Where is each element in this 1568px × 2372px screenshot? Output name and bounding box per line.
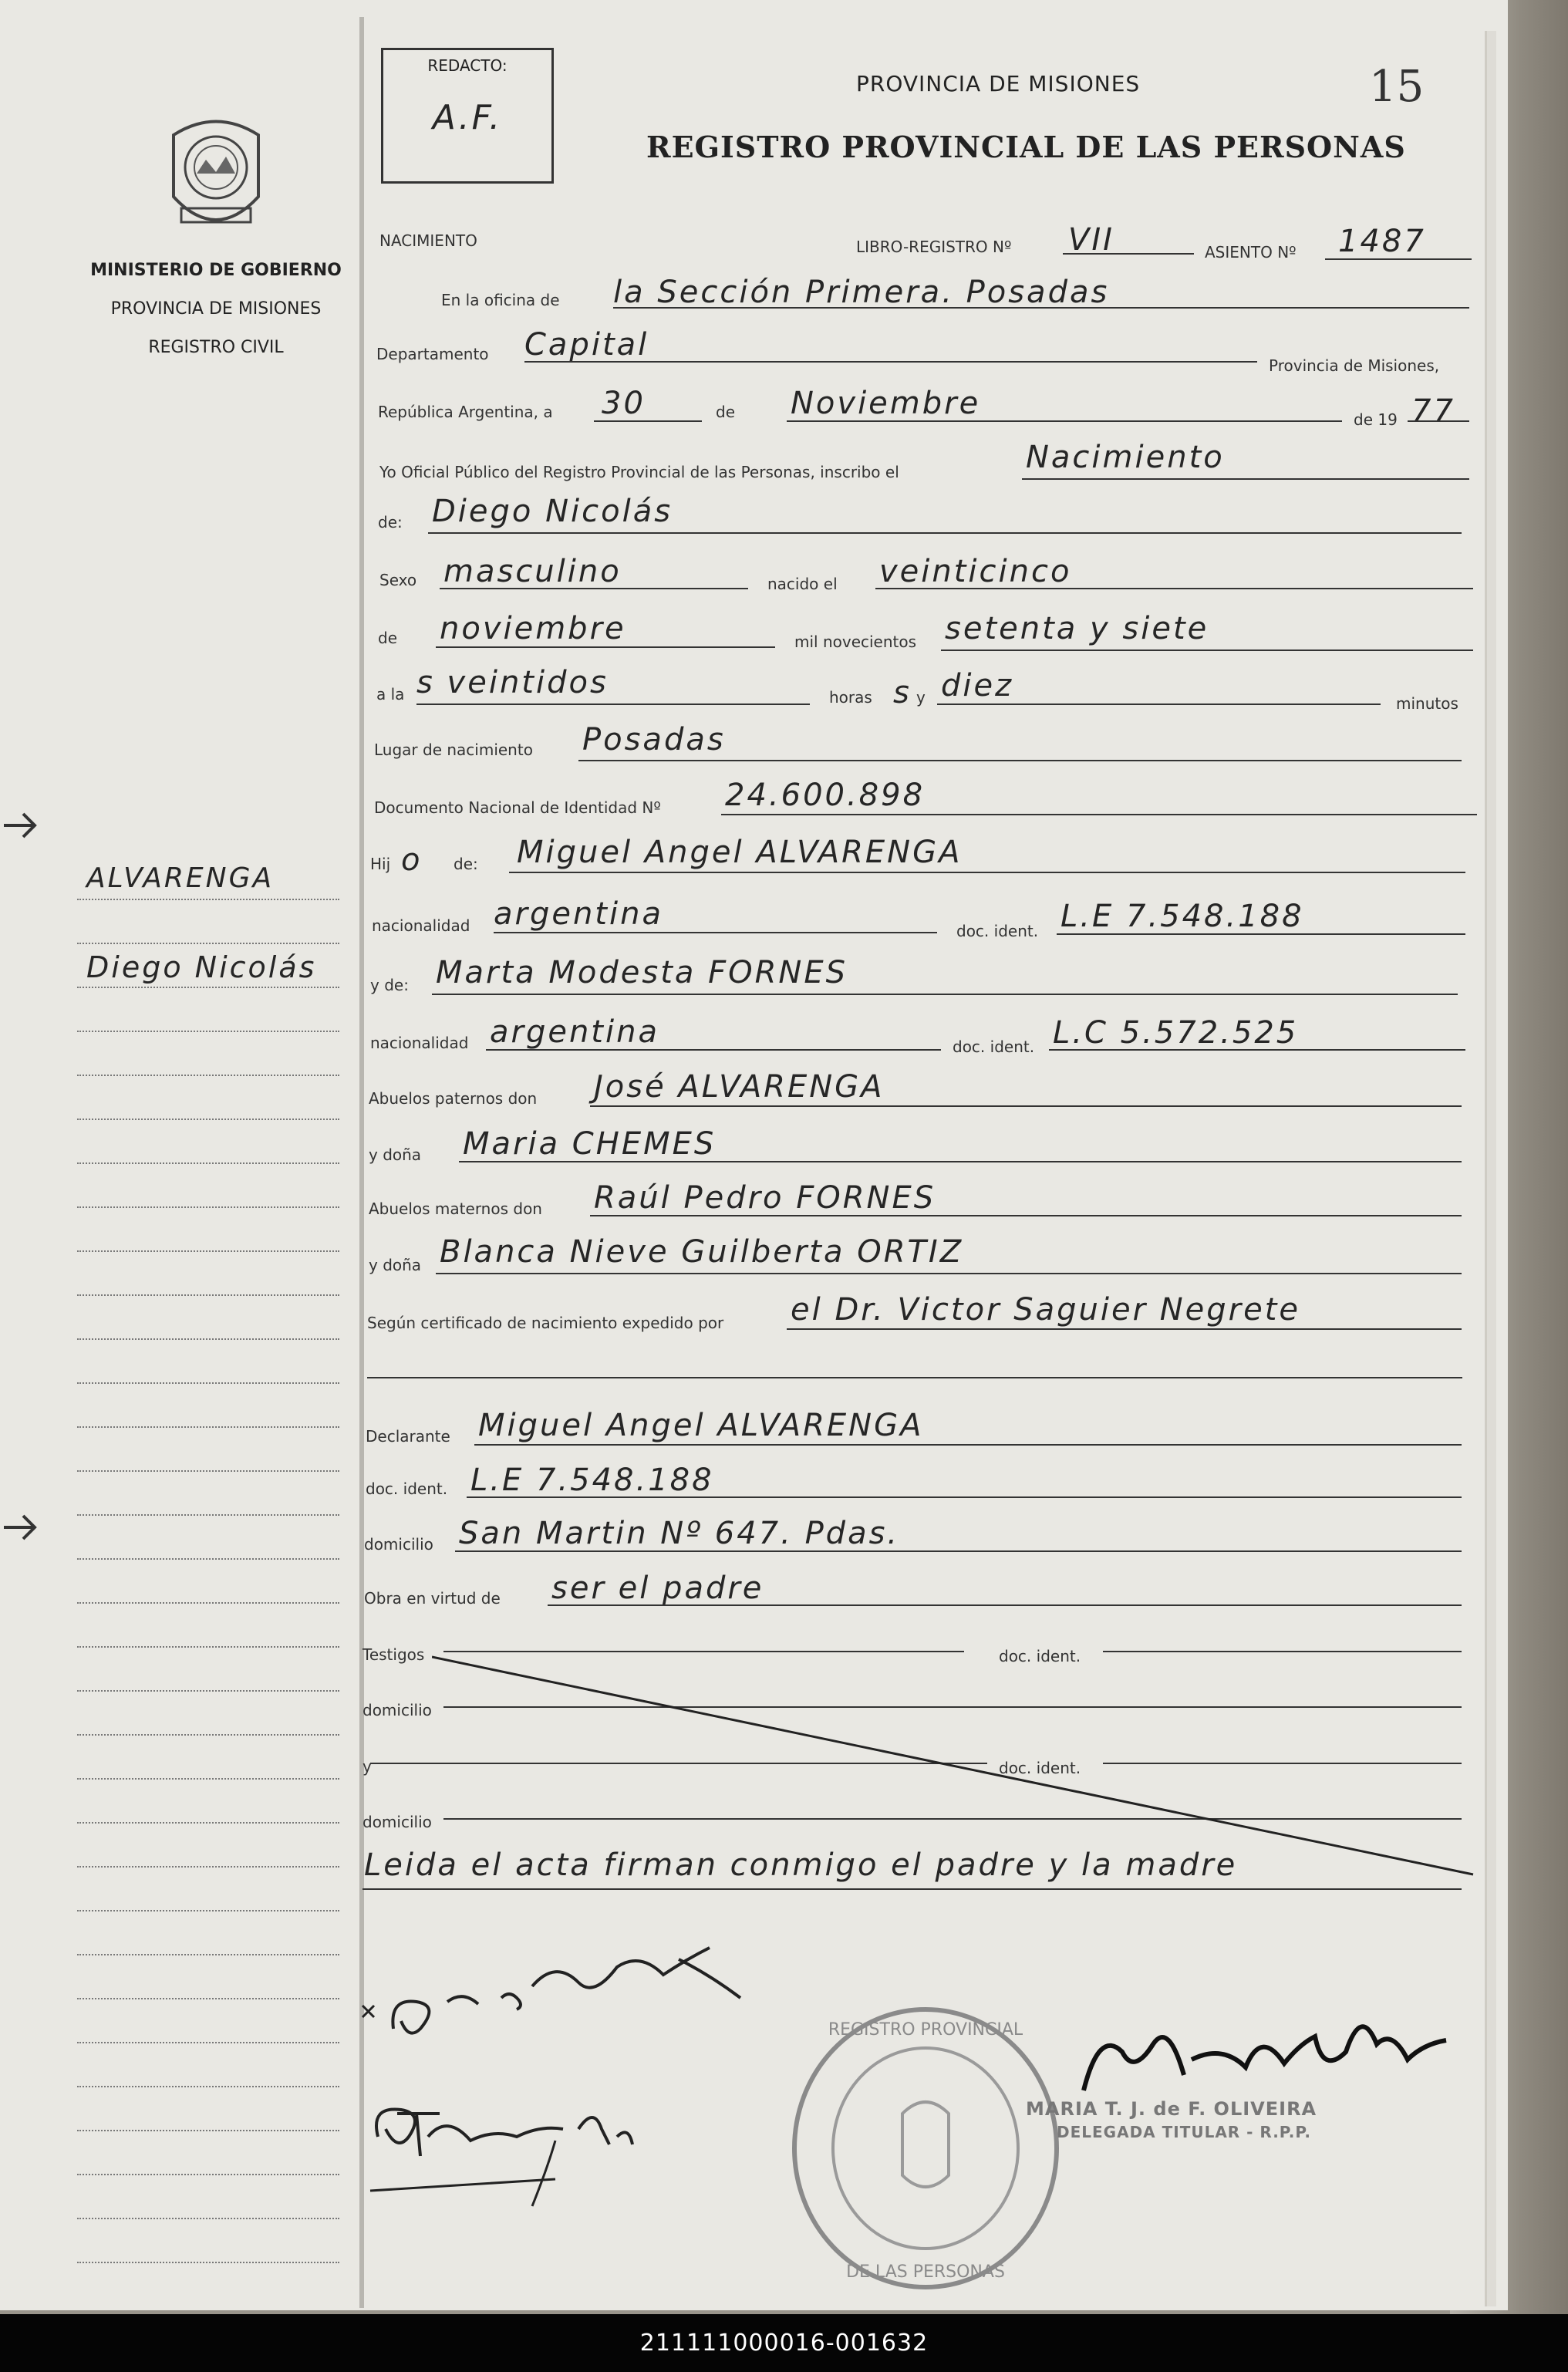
fill-line	[937, 704, 1381, 705]
redacto-label: REDACTO:	[427, 56, 507, 75]
label-mil-label: mil novecientos	[794, 633, 917, 651]
label-departamento-label: Departamento	[376, 345, 489, 363]
fill-line	[548, 1604, 1462, 1606]
official-seal-stamp	[779, 1998, 1072, 2299]
field-dni-value: 24.600.898	[725, 778, 926, 813]
margin-rule	[77, 2086, 339, 2087]
margin-rule	[77, 1734, 339, 1736]
fill-line	[721, 814, 1477, 815]
ministry-label: MINISTERIO DE GOBIERNO	[90, 261, 342, 280]
fill-line	[787, 1328, 1462, 1330]
fill-line	[524, 361, 1257, 363]
fill-line	[455, 1550, 1462, 1552]
fill-line	[1049, 1049, 1465, 1051]
label-doc1-label: doc. ident.	[956, 922, 1039, 940]
field-name-value: Diego Nicolás	[432, 494, 673, 529]
field-day-value: 30	[602, 386, 646, 421]
label-dona1-label: y doña	[369, 1146, 422, 1164]
fill-line	[428, 532, 1462, 534]
margin-rule	[77, 1646, 339, 1648]
fill-line	[1022, 478, 1469, 480]
fill-line	[467, 1496, 1462, 1498]
margin-rule	[77, 1866, 339, 1868]
fill-line	[474, 1444, 1462, 1446]
fill-line	[1408, 420, 1469, 422]
archive-id-footer: 211111000016-001632	[0, 2314, 1568, 2372]
margin-rule	[77, 2262, 339, 2263]
header-province: PROVINCIA DE MISIONES	[856, 71, 1141, 96]
label-nac2-label: nacionalidad	[370, 1034, 469, 1052]
official-name-stamp: MARIA T. J. de F. OLIVEIRA	[1026, 2098, 1317, 2120]
label-hijo-de-label: de:	[454, 855, 478, 873]
margin-rule	[77, 1294, 339, 1296]
field-mother-value: Marta Modesta FORNES	[436, 955, 848, 990]
margin-rule	[77, 1602, 339, 1604]
fill-line	[416, 704, 810, 705]
label-year-prefix: de 19	[1354, 410, 1398, 429]
label-dni-label: Documento Nacional de Identidad Nº	[374, 798, 661, 817]
fill-line	[459, 1161, 1462, 1162]
left-province-label: PROVINCIA DE MISIONES	[110, 299, 322, 319]
field-dona2-value: Blanca Nieve Guilberta ORTIZ	[440, 1234, 964, 1270]
label-doc5-label: doc. ident.	[999, 1759, 1081, 1777]
label-minutos-label: minutos	[1396, 694, 1458, 713]
label-a-la-label: a la	[376, 685, 405, 704]
field-libro-value: VII	[1068, 222, 1114, 258]
field-month-value: Noviembre	[791, 386, 981, 421]
field-lugar-value: Posadas	[582, 722, 726, 757]
field-closing-value: Leida el acta firman conmigo el padre y la madre	[364, 1847, 1238, 1883]
label-hijo-label: Hij	[370, 855, 391, 873]
field-asiento-value: 1487	[1338, 224, 1426, 259]
label-cert-label: Según certificado de nacimiento expedido por	[367, 1314, 724, 1332]
field-inscribo-value: Nacimiento	[1026, 440, 1225, 475]
svg-text:REGISTRO PROVINCIAL: REGISTRO PROVINCIAL	[828, 2020, 1023, 2040]
label-sexo-label: Sexo	[379, 571, 417, 589]
margin-rule	[77, 943, 339, 944]
label-yde-label: y de:	[370, 976, 409, 994]
field-doc3-value: L.E 7.548.188	[470, 1463, 714, 1498]
fill-line	[440, 588, 748, 589]
label-nacido-label: nacido el	[767, 575, 838, 593]
label-obra-label: Obra en virtud de	[364, 1589, 501, 1608]
margin-rule	[77, 2218, 339, 2219]
field-oficina-value: la Sección Primera. Posadas	[613, 275, 1110, 310]
fill-line	[590, 1215, 1462, 1216]
label-de3-label: de	[378, 629, 397, 647]
field-declarante-value: Miguel Angel ALVARENGA	[478, 1408, 924, 1443]
field-minutes-value: diez	[941, 668, 1014, 704]
fill-line	[590, 1105, 1462, 1107]
label-inscribo-label: Yo Oficial Público del Registro Provincial de las Personas, inscribo el	[379, 463, 899, 481]
fill-line	[509, 872, 1465, 873]
label-domicilio2-label: domicilio	[362, 1701, 432, 1719]
margin-rule	[77, 1162, 339, 1164]
redacto-box	[381, 48, 554, 184]
margin-rule	[77, 987, 339, 988]
label-provincia-suffix: Provincia de Misiones,	[1269, 356, 1440, 375]
label-de2-label: de:	[378, 513, 403, 531]
field-horas-value: s	[893, 675, 912, 710]
father-signature	[362, 2083, 656, 2214]
mother-signature	[347, 1913, 779, 2052]
svg-text:DE LAS PERSONAS: DE LAS PERSONAS	[846, 2262, 1005, 2282]
fill-line	[1057, 933, 1465, 935]
label-y-label: y	[916, 688, 926, 707]
field-departamento-value: Capital	[524, 327, 649, 363]
official-title-stamp: DELEGADA TITULAR - R.P.P.	[1057, 2123, 1311, 2141]
fill-line	[1063, 253, 1194, 255]
field-nac2-value: argentina	[490, 1014, 659, 1050]
fill-line	[436, 646, 775, 648]
cancel-diagonal-line	[432, 1651, 1481, 1882]
label-type-label: NACIMIENTO	[379, 231, 477, 250]
fill-line	[362, 1888, 1462, 1890]
label-doc2-label: doc. ident.	[953, 1038, 1035, 1056]
field-year-value: 77	[1411, 393, 1455, 429]
margin-surname: ALVARENGA	[86, 862, 275, 894]
label-ab-pat-label: Abuelos paternos don	[369, 1089, 538, 1108]
label-declarante-label: Declarante	[366, 1427, 450, 1446]
margin-rule	[77, 899, 339, 900]
field-hijo-suffix: o	[401, 842, 423, 878]
margin-rule	[77, 1910, 339, 1911]
label-libro-label: LIBRO-REGISTRO Nº	[856, 238, 1012, 256]
fill-line	[1325, 258, 1472, 260]
label-ab-mat-label: Abuelos maternos don	[369, 1199, 542, 1218]
fill-line	[613, 307, 1469, 309]
margin-rule	[77, 1778, 339, 1780]
field-father-value: Miguel Angel ALVARENGA	[517, 835, 963, 870]
field-dona1-value: Maria CHEMES	[463, 1126, 717, 1162]
margin-rule	[77, 2042, 339, 2043]
label-oficina-label: En la oficina de	[441, 291, 560, 309]
redacto-value: A.F.	[432, 98, 503, 137]
margin-given-name: Diego Nicolás	[86, 950, 317, 984]
label-lugar-label: Lugar de nacimiento	[374, 741, 533, 759]
fill-line	[432, 994, 1458, 995]
field-birth-year-value: setenta y siete	[945, 611, 1209, 646]
page-title: REGISTRO PROVINCIAL DE LAS PERSONAS	[646, 130, 1406, 164]
staple-icon	[0, 810, 46, 841]
margin-rule	[77, 1998, 339, 1999]
margin-rule	[77, 1822, 339, 1824]
margin-rule	[77, 1119, 339, 1120]
margin-rule	[77, 1031, 339, 1032]
field-nac1-value: argentina	[494, 896, 663, 932]
margin-rule	[77, 1514, 339, 1516]
page-number: 15	[1369, 62, 1425, 112]
label-doc3-label: doc. ident.	[366, 1480, 448, 1498]
fill-line	[486, 1049, 941, 1051]
margin-rule	[77, 1954, 339, 1955]
label-republica-label: República Argentina, a	[378, 403, 553, 421]
field-ab-pat-value: José ALVARENGA	[594, 1069, 885, 1105]
margin-rule	[77, 2130, 339, 2131]
margin-rule	[77, 1382, 339, 1384]
label-doc4-label: doc. ident.	[999, 1647, 1081, 1665]
label-nac1-label: nacionalidad	[372, 916, 470, 935]
margin-rule	[77, 1075, 339, 1076]
label-dona2-label: y doña	[369, 1256, 422, 1274]
official-signature	[1068, 1998, 1462, 2114]
margin-rule	[77, 1250, 339, 1252]
fill-line	[367, 1377, 1462, 1378]
label-y2-label: y	[362, 1757, 372, 1776]
fill-line	[494, 932, 937, 933]
coat-of-arms-icon	[158, 112, 274, 243]
fill-line	[578, 760, 1462, 761]
field-a-la-value: s veintidos	[416, 665, 609, 700]
field-doc2-value: L.C 5.572.525	[1053, 1015, 1299, 1051]
field-ab-mat-value: Raúl Pedro FORNES	[594, 1180, 936, 1216]
fill-line	[787, 420, 1342, 422]
field-birth-month-value: noviembre	[440, 611, 626, 646]
margin-rule	[77, 1690, 339, 1692]
label-testigos-label: Testigos	[362, 1645, 425, 1664]
margin-rule	[77, 1426, 339, 1428]
page-edge	[1485, 31, 1496, 2306]
label-domicilio3-label: domicilio	[362, 1813, 432, 1831]
fill-line	[941, 650, 1473, 651]
label-de-label: de	[716, 403, 735, 421]
field-nacido-value: veinticinco	[879, 554, 1072, 589]
field-doc1-value: L.E 7.548.188	[1061, 899, 1304, 934]
staple-icon	[0, 1512, 46, 1543]
margin-rule	[77, 1338, 339, 1340]
margin-rule	[77, 1206, 339, 1208]
fill-line	[594, 420, 702, 422]
label-horas-label: horas	[829, 688, 872, 707]
field-sexo-value: masculino	[443, 554, 622, 589]
margin-rule	[77, 2174, 339, 2175]
margin-rule	[77, 1558, 339, 1560]
fill-line	[436, 1273, 1462, 1274]
field-obra-value: ser el padre	[551, 1571, 764, 1606]
label-domicilio-label: domicilio	[364, 1535, 433, 1554]
field-cert-value: el Dr. Victor Saguier Negrete	[791, 1292, 1301, 1328]
label-asiento-label: ASIENTO Nº	[1205, 243, 1297, 261]
fill-line	[875, 588, 1473, 589]
margin-rule	[77, 1470, 339, 1472]
field-domicilio-value: San Martin Nº 647. Pdas.	[459, 1516, 900, 1551]
civil-registry-label: REGISTRO CIVIL	[148, 338, 284, 357]
